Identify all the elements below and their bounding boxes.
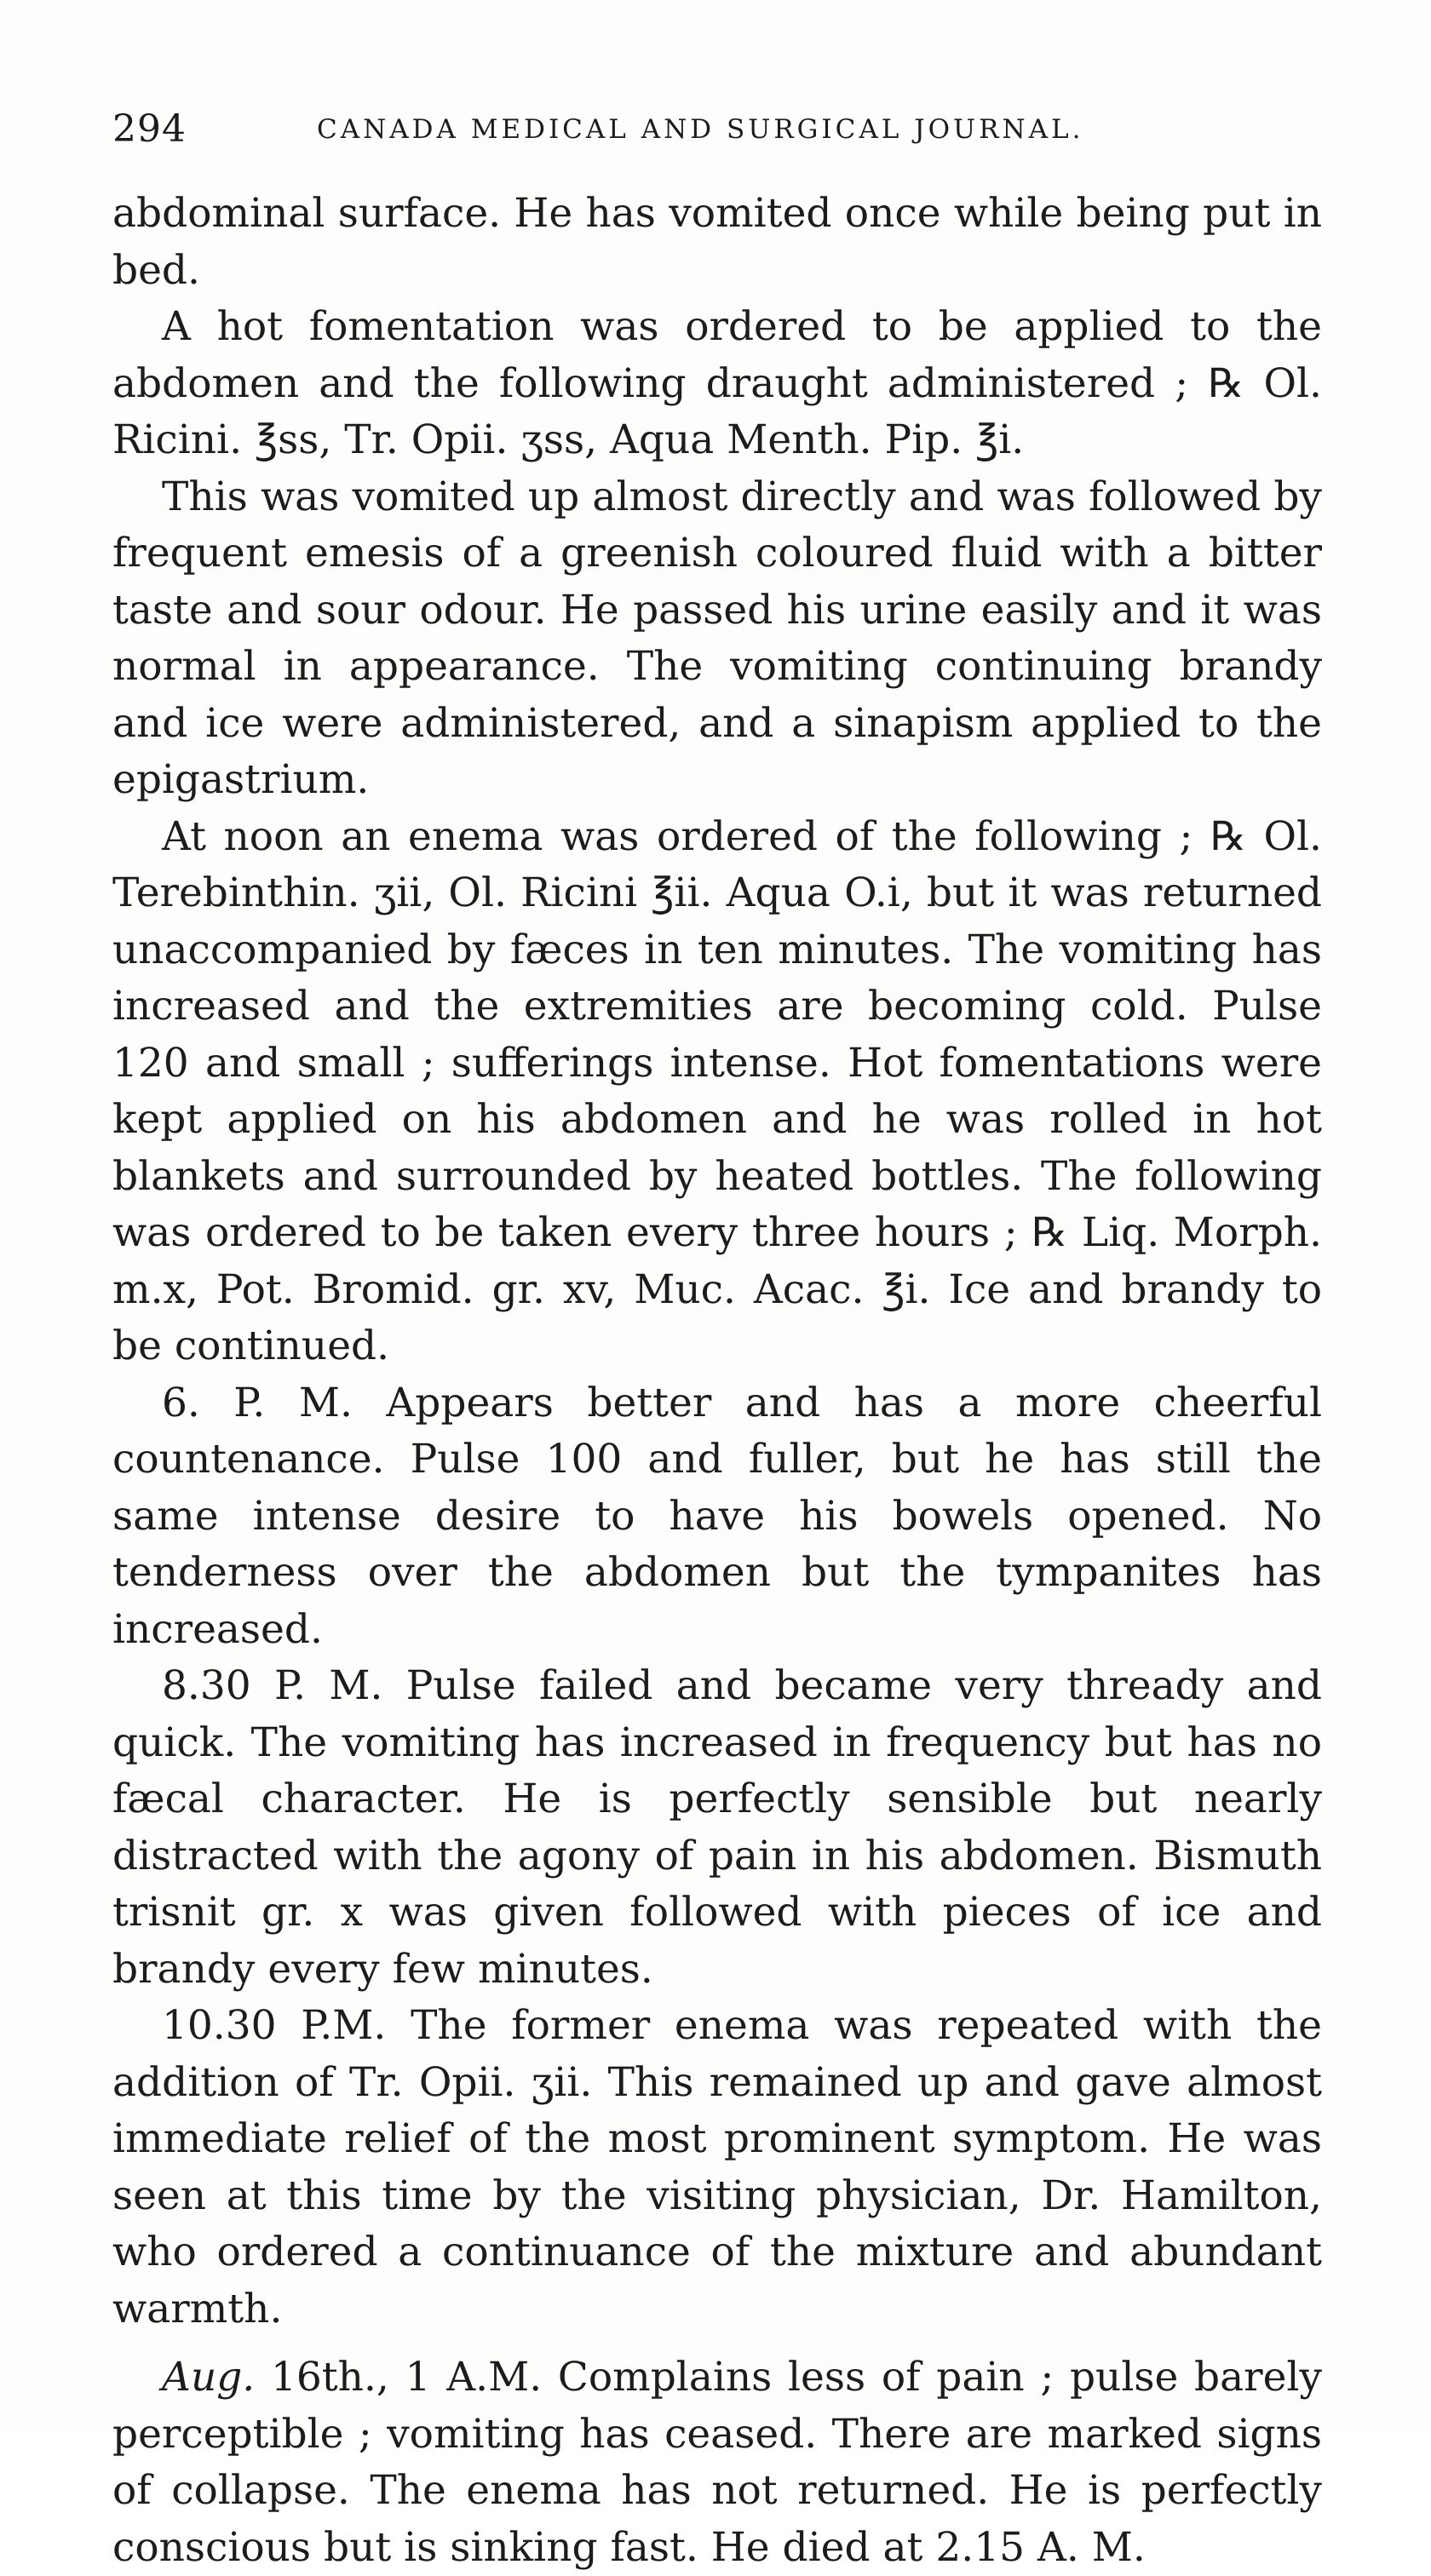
- paragraph-aug-16th: [112, 2349, 1322, 2576]
- paragraph-830pm: 8.30 P. M. Pulse failed and became very thready and quick. The vomiting has increased in frequency but has no fæcal character. He is perfectly sensible but nearly distracted with the agony of pain in his abdomen. Bismuth trisnit gr. x was given followed with pieces of ice and brandy every few minutes.: [112, 1662, 1322, 1993]
- paragraph-1030pm: 10.30 P.M. The former enema was repeated with the addition of Tr. Opii. ʒii. This remained up and gave almost immediate relief of the most prominent symptom. He was seen at this time by the visiting physician, Dr. Hamilton, who ordered a continuance of the mixture and abundant warmth.: [112, 2002, 1322, 2332]
- paragraph-6pm: 6. P. M. Appears better and has a more cheerful countenance. Pulse 100 and fuller, but he has still the same intense desire to have his bowels opened. No tenderness over the abdomen but the tympanites has increased.: [112, 1379, 1322, 1653]
- page-number: 294: [112, 107, 187, 151]
- paragraph-emesis: This was vomited up almost directly and was followed by frequent emesis of a greenish coloured fluid with a bitter taste and sour odour. He passed his urine easily and it was normal in appearance. The vomiting continuing brandy and ice were administered, and a sinapism applied to the epigastrium.: [112, 473, 1322, 803]
- article-body: [112, 186, 1322, 2576]
- entry-date: Aug.: [162, 2354, 256, 2401]
- journal-title: CANADA MEDICAL AND SURGICAL JOURNAL.: [317, 114, 1084, 145]
- paragraph-continued: abdominal surface. He has vomited once while being put in bed.: [112, 190, 1322, 294]
- running-head: [112, 107, 1322, 158]
- paragraph-noon-enema: At noon an enema was ordered of the following ; ℞ Ol. Terebinthin. ʒii, Ol. Ricini ℥ii. Aqua O.i, but it was returned unaccompanied by fæces in ten minutes. The vomiting has increased and the extremities are becoming cold. Pulse 120 and small ; sufferings intense. Hot fomentations were kept applied on his abdomen and he was rolled in hot blankets and surrounded by heated bottles. The following was ordered to be taken every three hours ; ℞ Liq. Morph. m.x, Pot. Bromid. gr. xv, Muc. Acac. ℥i. Ice and brandy to be continued.: [112, 812, 1322, 1369]
- entry-text: 16th., 1 A.M. Complains less of pain ; pulse barely perceptible ; vomiting has ceased. There are marked signs of collapse. The enema has not returned. He is perfectly conscious but is sinking fast. He died at 2.15 A. M.: [112, 2354, 1322, 2571]
- paragraph-fomentation: A hot fomentation was ordered to be applied to the abdomen and the following draught administered ; ℞ Ol. Ricini. ℥ss, Tr. Opii. ʒss, Aqua Menth. Pip. ℥i.: [112, 303, 1322, 463]
